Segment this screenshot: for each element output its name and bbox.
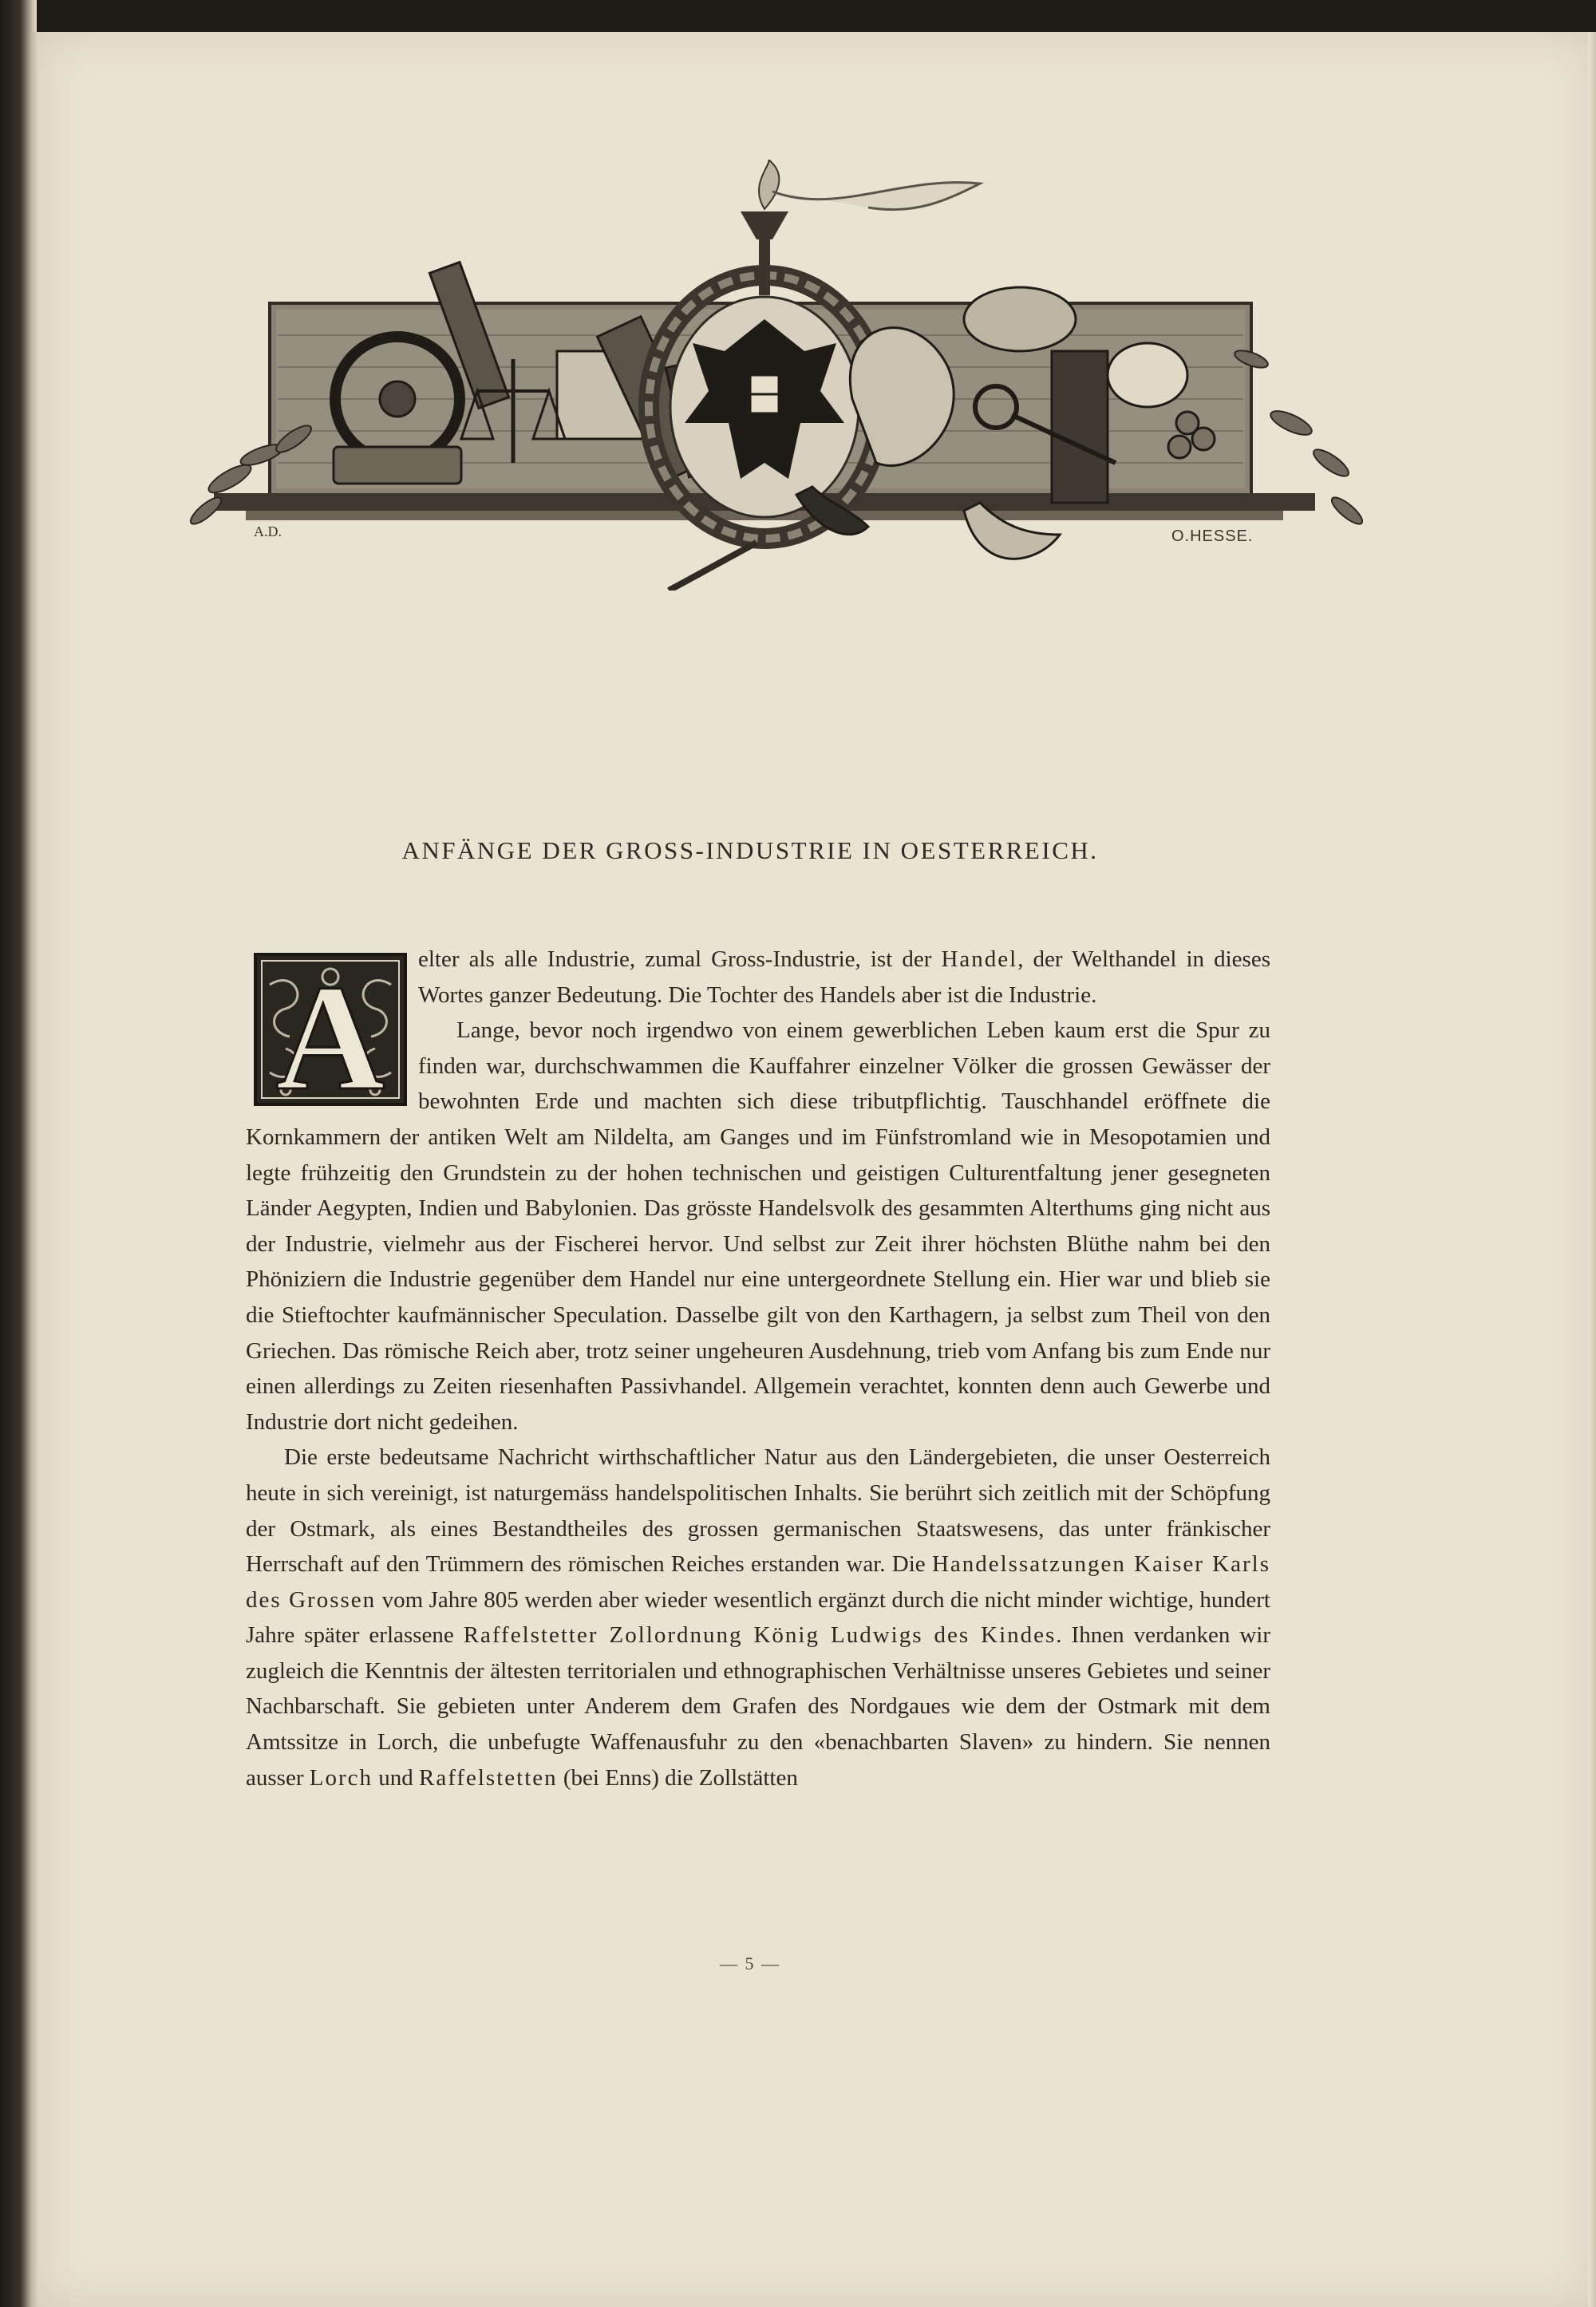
artist-signature-right: O.HESSE.	[1171, 527, 1254, 545]
emphasized-text: Raffelstetter Zollordnung König Ludwigs des Kindes	[463, 1622, 1057, 1649]
emphasized-text: Handelssatzungen Kaiser Karls des Grossen	[246, 1551, 1270, 1613]
page-number: — 5 —	[720, 1953, 780, 1973]
page-fore-edge	[1588, 32, 1596, 2307]
initial-letter-glyph: A	[275, 954, 385, 1106]
paragraph	[246, 1440, 1270, 1795]
emphasized-text: Handel	[941, 946, 1018, 972]
text-segment: vom Jahre 805 werden aber wieder wesentlich ergänzt durch die nicht minder wichtige, hundert Jahre später erlassene	[246, 1586, 1270, 1649]
text-segment: elter als alle Industrie, zumal Gross-Industrie, ist der	[418, 946, 942, 972]
body-text	[246, 942, 1270, 1795]
emphasized-text: Lorch	[309, 1764, 373, 1791]
text-segment: Lange, bevor noch irgendwo von einem gewerblichen Leben kaum erst die Spur zu finden war, durchschwammen die Kauffahrer einzelner Völker die grossen Gewässer der bewohnten Erde und machten sich diese tributpflichtig. Tauschhandel eröffnete die Kornkammern der antiken Welt am Nildelta, am Ganges und im Fünfstromland wie in Mesopotamien und legte frühzeitig den Grundstein zu der hohen technischen und geistigen Culturentfaltung jener gesegneten Länder Aegypten, Indien und Babylonien. Das grösste Handelsvolk des gesammten Alterthums ging nicht aus der Industrie, vielmehr aus der Fischerei hervor. Und selbst zur Zeit ihrer höchsten Blüthe nahm bei den Phöniziern die Industrie gegenüber dem Handel nur eine untergeordnete Stellung ein. Hier war und blieb sie die Stieftochter kaufmännischer Speculation. Dasselbe gilt von den Karthagern, ja selbst zum Theil von den Griechen. Das römische Reich aber, trotz seiner ungeheuren Ausdehnung, trieb vom Anfang bis zum Ende nur einen allerdings zu Zeiten riesenhaften Passivhandel. Allgemein verachtet, konnten denn auch Gewerbe und Industrie dort nicht gedeihen.	[246, 1017, 1270, 1435]
text-segment: (bei Enns) die Zollstätten	[557, 1764, 798, 1791]
initial-letter-space	[246, 942, 418, 1119]
text-segment: . Ihnen verdanken wir zugleich die Kenntnis der ältesten territorialen und ethnographischen Verhältnisse unseres Gebietes und seiner Nachbarschaft. Sie gebieten unter Anderem dem Grafen des Nordgaues wie dem der Ostmark mit dem Amtssitze in Lorch, die unbefugte Waffenausfuhr zu den «benachbarten Slaven» zu hindern. Sie nennen ausser	[246, 1622, 1271, 1791]
text-segment: Die erste bedeutsame Nachricht wirthschaftlicher Natur aus den Ländergebieten, die unser Oesterreich heute in sich vereinigt, ist naturgemäss handelspolitischen Inhalts. Sie berührt sich zeitlich mit der Schöpfung der Ostmark, als eines Bestandtheiles des grossen germanischen Staatswesens, das unter fränkischer Herrschaft auf den Trümmern des römischen Reiches erstanden war. Die	[246, 1444, 1270, 1578]
text-segment: und	[372, 1764, 419, 1791]
chapter-title: ANFÄNGE DER GROSS-INDUSTRIE IN OESTERREICH.	[401, 836, 1099, 864]
text-segment: , der Welthandel in dieses Wortes ganzer Bedeutung. Die Tochter des Handels aber ist die Industrie.	[418, 946, 1270, 1008]
artist-signature-left: A.D.	[254, 523, 282, 539]
header-vignette	[134, 160, 1411, 591]
wreath-with-eagle	[649, 275, 880, 539]
emphasized-text: Raffelstetten	[418, 1764, 558, 1791]
